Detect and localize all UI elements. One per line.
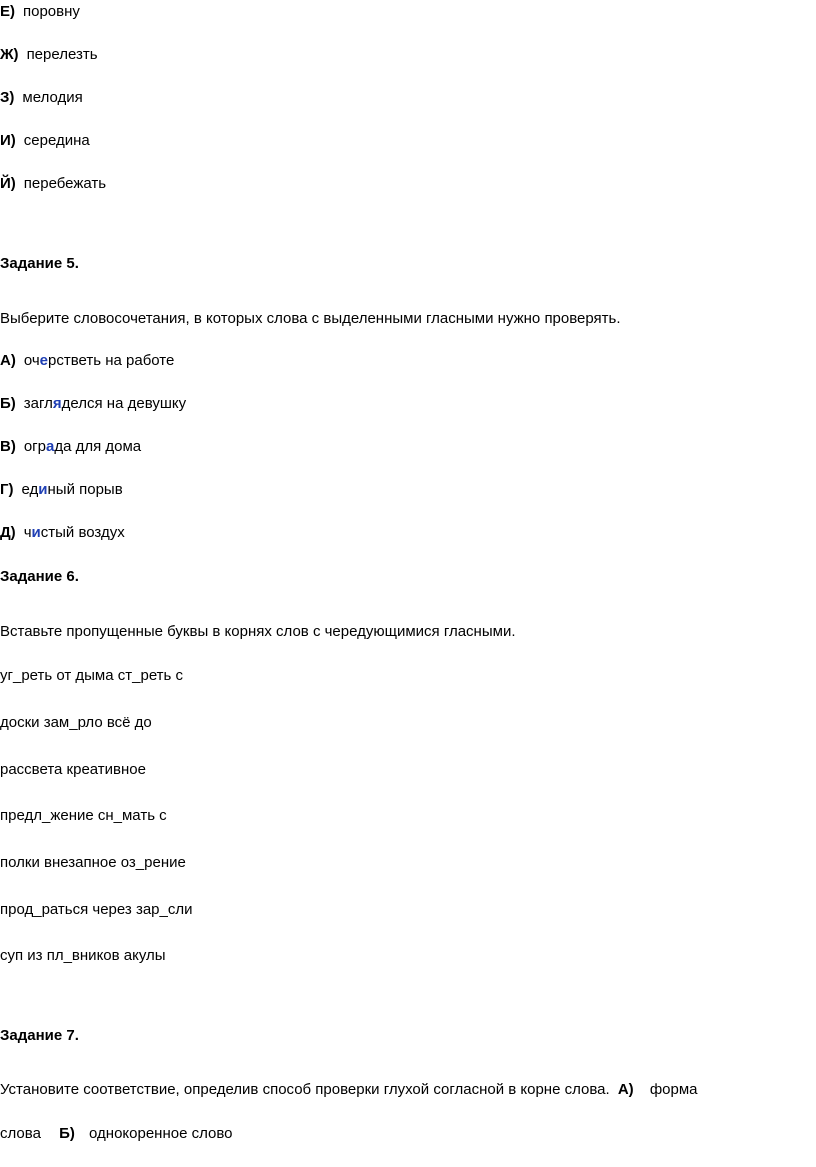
- item-label: Д): [0, 524, 16, 541]
- task6-heading: Задание 6.: [0, 568, 79, 585]
- highlighted-vowel: а: [45, 438, 55, 455]
- highlighted-vowel: я: [52, 395, 62, 412]
- item-text: очерстветь на работе: [23, 352, 175, 369]
- item-label: Г): [0, 481, 14, 498]
- option-text: перебежать: [23, 175, 107, 192]
- option-label: З): [0, 89, 15, 106]
- item-text: чистый воздух: [23, 524, 125, 541]
- task7-option-a-text: форма: [649, 1081, 698, 1098]
- highlighted-vowel: и: [31, 524, 41, 541]
- option-label: Е): [0, 3, 15, 20]
- task6-line: доски зам_рло всё до: [0, 714, 152, 731]
- item-label: А): [0, 352, 16, 369]
- task6-line: полки внезапное оз_рение: [0, 854, 186, 871]
- item-text: единый порыв: [21, 481, 123, 498]
- item-label: Б): [0, 395, 16, 412]
- task6-line: предл_жение сн_мать с: [0, 807, 167, 824]
- task7-heading: Задание 7.: [0, 1027, 79, 1044]
- option-label: Ж): [0, 46, 19, 63]
- task6-instruction: Вставьте пропущенные буквы в корнях слов с чередующимися гласными.: [0, 623, 516, 640]
- task5-item-a: [0, 352, 174, 370]
- option-y: [0, 175, 106, 193]
- task5-heading: Задание 5.: [0, 255, 79, 272]
- option-i: [0, 132, 90, 150]
- task7-instruction-line: [0, 1081, 698, 1099]
- task6-line: суп из пл_вников акулы: [0, 947, 166, 964]
- option-zh: [0, 46, 98, 64]
- task7-second-line: [0, 1125, 233, 1143]
- option-text: поровну: [23, 3, 80, 20]
- task6-line: прод_раться через зар_сли: [0, 901, 193, 918]
- task7-option-a-label: А): [617, 1081, 634, 1098]
- option-text: середина: [23, 132, 90, 149]
- option-label: И): [0, 132, 16, 149]
- highlighted-vowel: и: [38, 481, 48, 498]
- task7-instruction: Установите соответствие, определив способ проверки глухой согласной в корне слова.: [0, 1081, 610, 1098]
- task5-item-g: [0, 481, 123, 499]
- option-text: мелодия: [22, 89, 83, 106]
- task7-option-a-text-cont: слова: [0, 1125, 41, 1142]
- task5-item-v: [0, 438, 141, 456]
- task5-item-d: [0, 524, 125, 542]
- task5-instruction: Выберите словосочетания, в которых слова с выделенными гласными нужно проверять.: [0, 310, 621, 327]
- task7-option-b-text: однокоренное слово: [89, 1125, 233, 1142]
- item-label: В): [0, 438, 16, 455]
- task5-item-b: [0, 395, 186, 413]
- option-label: Й): [0, 175, 16, 192]
- option-e: [0, 3, 80, 21]
- highlighted-vowel: е: [39, 352, 48, 369]
- item-text: загляделся на девушку: [23, 395, 187, 412]
- option-text: перелезть: [26, 46, 98, 63]
- task7-option-b-label: Б): [59, 1125, 75, 1142]
- task6-line: уг_реть от дыма ст_реть с: [0, 667, 184, 684]
- task6-line: рассвета креативное: [0, 761, 146, 778]
- item-text: ограда для дома: [23, 438, 142, 455]
- option-z: [0, 89, 83, 107]
